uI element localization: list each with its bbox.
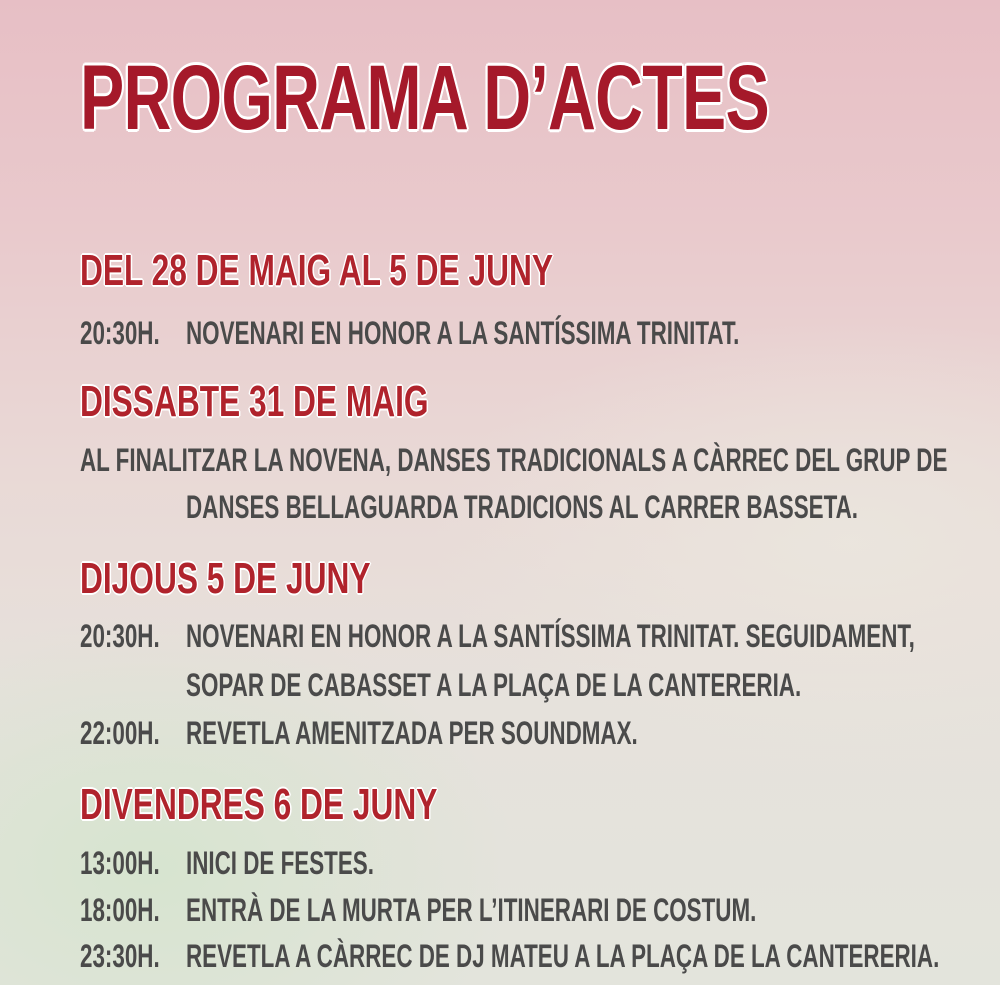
event-time: 20:30H. xyxy=(80,618,160,654)
section-heading-28-maig: DEL 28 DE MAIG AL 5 DE JUNY xyxy=(80,246,553,295)
event-time: 20:30H. xyxy=(80,315,160,351)
section-heading-5-juny: DIJOUS 5 DE JUNY xyxy=(80,554,371,603)
event-description: NOVENARI EN HONOR A LA SANTÍSSIMA TRINITAT. xyxy=(186,315,740,351)
event-time: 18:00H. xyxy=(80,892,160,928)
event-description: REVETLA A CÀRREC DE DJ MATEU A LA PLAÇA DE LA CANTERERIA. xyxy=(186,938,940,974)
event-time: 13:00H. xyxy=(80,845,160,881)
section-heading-6-juny: DIVENDRES 6 DE JUNY xyxy=(80,780,438,829)
section-heading-31-maig: DISSABTE 31 DE MAIG xyxy=(80,377,429,426)
event-time: 22:00H. xyxy=(80,715,160,751)
event-description: INICI DE FESTES. xyxy=(186,845,374,881)
event-description: REVETLA AMENITZADA PER SOUNDMAX. xyxy=(186,715,638,751)
event-description: NOVENARI EN HONOR A LA SANTÍSSIMA TRINITAT. SEGUIDAMENT, xyxy=(186,618,915,654)
event-time: 23:30H. xyxy=(80,938,160,974)
event-description: AL FINALITZAR LA NOVENA, DANSES TRADICIONALS A CÀRREC DEL GRUP DE xyxy=(80,442,948,478)
page-title: PROGRAMA D’ACTES xyxy=(80,47,769,149)
event-description-continued: SOPAR DE CABASSET A LA PLAÇA DE LA CANTERERIA. xyxy=(186,667,802,703)
event-description: ENTRÀ DE LA MURTA PER L’ITINERARI DE COSTUM. xyxy=(186,892,757,928)
event-description-continued: DANSES BELLAGUARDA TRADICIONS AL CARRER BASSETA. xyxy=(186,489,859,525)
